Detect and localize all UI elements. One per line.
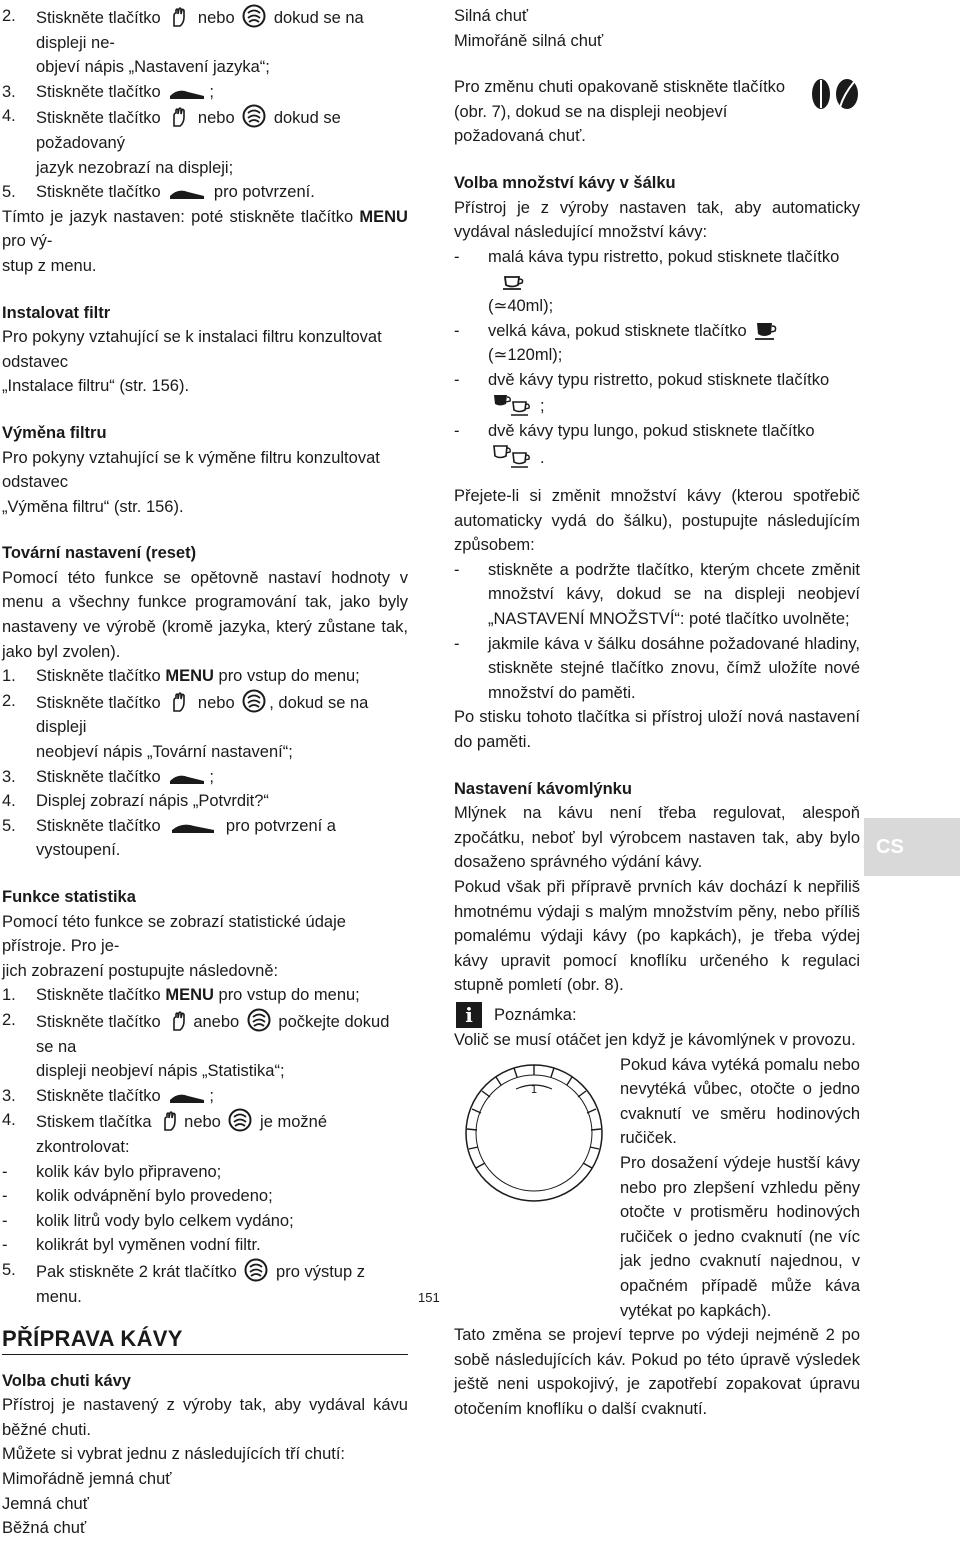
paragraph: Tato změna se projeví teprve po výdeji nejméně 2 po sobě následujících káv. Pokud po této úpravě výsledek ještě neni uspokojivý, je zapotřebí zopakovat úpravu otočením knoflíku o další cvaknutí. bbox=[454, 1326, 860, 1418]
list-item: 4. Stiskem tlačítka nebo je možné zkontrolovat: bbox=[2, 1108, 408, 1159]
paragraph: Pomocí této funkce se opětovně nastaví hodnoty v menu a všechny funkce programování tak, jako byly nastaveny ve výrobě (kromě jazyka, který zůstane tak, jako byl zvolen). bbox=[2, 568, 408, 661]
heading-coffee-quantity: Volba množství kávy v šálku bbox=[454, 173, 676, 192]
taste-option: Jemná chuť bbox=[2, 1494, 89, 1513]
heading-grinder: Nastavení kávomlýnku bbox=[454, 779, 632, 798]
taste-option: Mimořáně silná chuť bbox=[454, 31, 604, 50]
large-cup-icon bbox=[754, 319, 780, 341]
ok-button-icon bbox=[168, 822, 218, 836]
paragraph: Přístroj je z výroby nastaven tak, aby automaticky vydával následující množství kávy: bbox=[454, 198, 860, 242]
paragraph: Přístroj je nastavený z výroby tak, aby vydával kávu běžné chuti. bbox=[2, 1396, 408, 1439]
paragraph: Pro pokyny vztahující se k instalaci filtru konzultovat odstavec „Instalace filtru“ (str. 156). bbox=[2, 328, 382, 396]
list-item: 4. Stiskněte tlačítko nebo dokud se požadovaný jazyk nezobrazí na displeji; bbox=[2, 104, 408, 180]
hand-icon bbox=[168, 691, 190, 713]
rotary-knob-icon bbox=[244, 1258, 268, 1282]
list-item: - jakmile káva v šálku dosáhne požadované hladiny, stiskněte stejné tlačítko znovu, čímž uložíte nové množství do paměti. bbox=[454, 634, 860, 702]
paragraph: Pro změnu chuti opakovaně stiskněte tlačítko (obr. 7), dokud se na displeji neobjeví požadovaná chuť. bbox=[454, 75, 860, 149]
paragraph: Můžete si vybrat jednu z následujících tří chutí: bbox=[2, 1445, 345, 1464]
hand-icon bbox=[159, 1110, 181, 1132]
list-item: - kolik odvápnění bylo provedeno; bbox=[2, 1187, 273, 1206]
list-item: 5. Stiskněte tlačítko pro potvrzení. bbox=[2, 183, 315, 202]
note bbox=[454, 1002, 860, 1028]
paragraph: Pro dosažení výdeje hustší kávy nebo pro zlepšení vzhledu pěny otočte v protisměru hodinových ručiček o jedno cvaknutí (ne víc jak jedno cvaknutí najednou, v opačném případě může káva vytékat po kapkách). bbox=[620, 1153, 860, 1320]
list-item: - malá káva typu ristretto, pokud stisknete tlačítko (≃40ml); bbox=[454, 247, 840, 315]
list-item: 3. Stiskněte tlačítko ; bbox=[2, 82, 214, 101]
ok-button-icon bbox=[168, 773, 206, 787]
list-item: - kolik káv bylo připraveno; bbox=[2, 1162, 222, 1181]
left-column bbox=[2, 4, 408, 1541]
list-item: 1. Stiskněte tlačítko MENU pro vstup do menu; bbox=[2, 986, 360, 1005]
two-large-cups-icon bbox=[491, 444, 537, 468]
ok-button-icon bbox=[168, 188, 206, 202]
heading-install-filter: Instalovat filtr bbox=[2, 303, 111, 322]
heading-factory-reset: Tovární nastavení (reset) bbox=[2, 544, 197, 563]
coffee-beans-icon bbox=[810, 77, 860, 119]
hand-icon bbox=[168, 106, 190, 128]
list-item: 5. Pak stiskněte 2 krát tlačítko pro výstup z menu. bbox=[2, 1258, 408, 1309]
section-title: PŘÍPRAVA KÁVY bbox=[2, 1327, 408, 1355]
paragraph: Tímto je jazyk nastaven: poté stiskněte tlačítko MENU pro vý- stup z menu. bbox=[2, 207, 408, 275]
grinder-dial-icon bbox=[454, 1053, 614, 1221]
taste-option: Silná chuť bbox=[454, 7, 529, 25]
list-item: - dvě kávy typu lungo, pokud stisknete tlačítko . bbox=[454, 421, 815, 467]
right-column bbox=[454, 4, 860, 1421]
paragraph: Pokud káva vytéká pomalu nebo nevytéká vůbec, otočte o jedno cvaknutí ve směru hodinových ručiček. bbox=[620, 1055, 860, 1148]
list-item: - velká káva, pokud stisknete tlačítko (≃120ml); bbox=[454, 319, 860, 368]
note-label: Poznámka: bbox=[494, 1005, 577, 1024]
language-tab: CS bbox=[864, 818, 960, 876]
heading-coffee-taste: Volba chuti kávy bbox=[2, 1371, 131, 1390]
list-item: - kolikrát byl vyměnen vodní filtr. bbox=[2, 1236, 261, 1255]
rotary-knob-icon bbox=[242, 104, 266, 128]
list-item: 2. Stiskněte tlačítko nebo dokud se na displeji ne- objeví nápis „Nastavení jazyka“; bbox=[2, 4, 408, 80]
paragraph: Pomocí této funkce se zobrazí statistické údaje přístroje. Pro je- jich zobrazení postupujte následovně: bbox=[2, 912, 346, 980]
list-item: 1. Stiskněte tlačítko MENU pro vstup do menu; bbox=[2, 667, 360, 686]
rotary-knob-icon bbox=[228, 1108, 252, 1132]
list-item: 4. Displej zobrazí nápis „Potvrdit?“ bbox=[2, 792, 269, 811]
paragraph: Pokud však při přípravě prvních káv dochází k nepřiliš hmotnému výdaji s malým množstvím pěny, nebo příliš pomalému výdaji kávy (po kapkách), je třeba výdej kávy upravit pomocí knoflíku určeného k regulaci stupně pomletí (obr. 8). bbox=[454, 878, 860, 995]
paragraph: Po stisku tohoto tlačítka si přístroj uloží nová nastavení do paměti. bbox=[454, 708, 860, 752]
list-item: - stiskněte a podržte tlačítko, kterým chcete změnit množství kávy, dokud se na displeji neobjeví „NASTAVENÍ MNOŽSTVÍ“: poté tlačítko uvolněte; bbox=[454, 560, 860, 629]
svg-text:1: 1 bbox=[530, 1082, 538, 1096]
list-item: - kolik litrů vody bylo celkem vydáno; bbox=[2, 1211, 294, 1230]
paragraph: Mlýnek na kávu není třeba regulovat, alespoň zpočátku, neboť byl výrobcem nastaven tak, aby bylo dosaženo správného výdání kávy. bbox=[454, 804, 860, 872]
paragraph: Volič se musí otáčet jen když je kávomlýnek v provozu. bbox=[454, 1030, 856, 1049]
taste-option: Běžná chuť bbox=[2, 1519, 87, 1538]
info-icon: i bbox=[456, 1002, 482, 1028]
paragraph: Pro pokyny vztahující se k výměne filtru konzultovat odstavec „Výměna filtru“ (str. 156). bbox=[2, 448, 380, 516]
small-cup-icon bbox=[502, 271, 528, 291]
rotary-knob-icon bbox=[247, 1008, 271, 1032]
ok-button-icon bbox=[168, 1092, 206, 1106]
list-item: 2. Stiskněte tlačítko anebo počkejte dokud se na displeji neobjeví nápis „Statistika“; bbox=[2, 1008, 408, 1084]
rotary-knob-icon bbox=[242, 689, 266, 713]
page-number: 151 bbox=[418, 1290, 440, 1305]
list-item: 2. Stiskněte tlačítko nebo , dokud se na displeji neobjeví nápis „Tovární nastavení“; bbox=[2, 689, 408, 765]
list-item: 3. Stiskněte tlačítko ; bbox=[2, 1086, 214, 1105]
list-item: 5. Stiskněte tlačítko pro potvrzení a vystoupení. bbox=[2, 816, 336, 860]
rotary-knob-icon bbox=[242, 4, 266, 28]
two-small-cups-icon bbox=[491, 392, 537, 416]
grinder-figure bbox=[454, 1053, 860, 1151]
paragraph: Přejete-li si změnit množství kávy (kterou spotřebič automaticky vydá do šálku), postupujte následujícím způsobem: bbox=[454, 487, 860, 555]
hand-icon bbox=[168, 1010, 190, 1032]
heading-replace-filter: Výměna filtru bbox=[2, 423, 107, 442]
hand-icon bbox=[168, 6, 190, 28]
list-item: - dvě kávy typu ristretto, pokud stisknete tlačítko ; bbox=[454, 370, 830, 416]
ok-button-icon bbox=[168, 88, 206, 102]
list-item: 3. Stiskněte tlačítko ; bbox=[2, 767, 214, 786]
heading-statistics: Funkce statistika bbox=[2, 888, 136, 906]
taste-option: Mimořádně jemná chuť bbox=[2, 1470, 172, 1489]
